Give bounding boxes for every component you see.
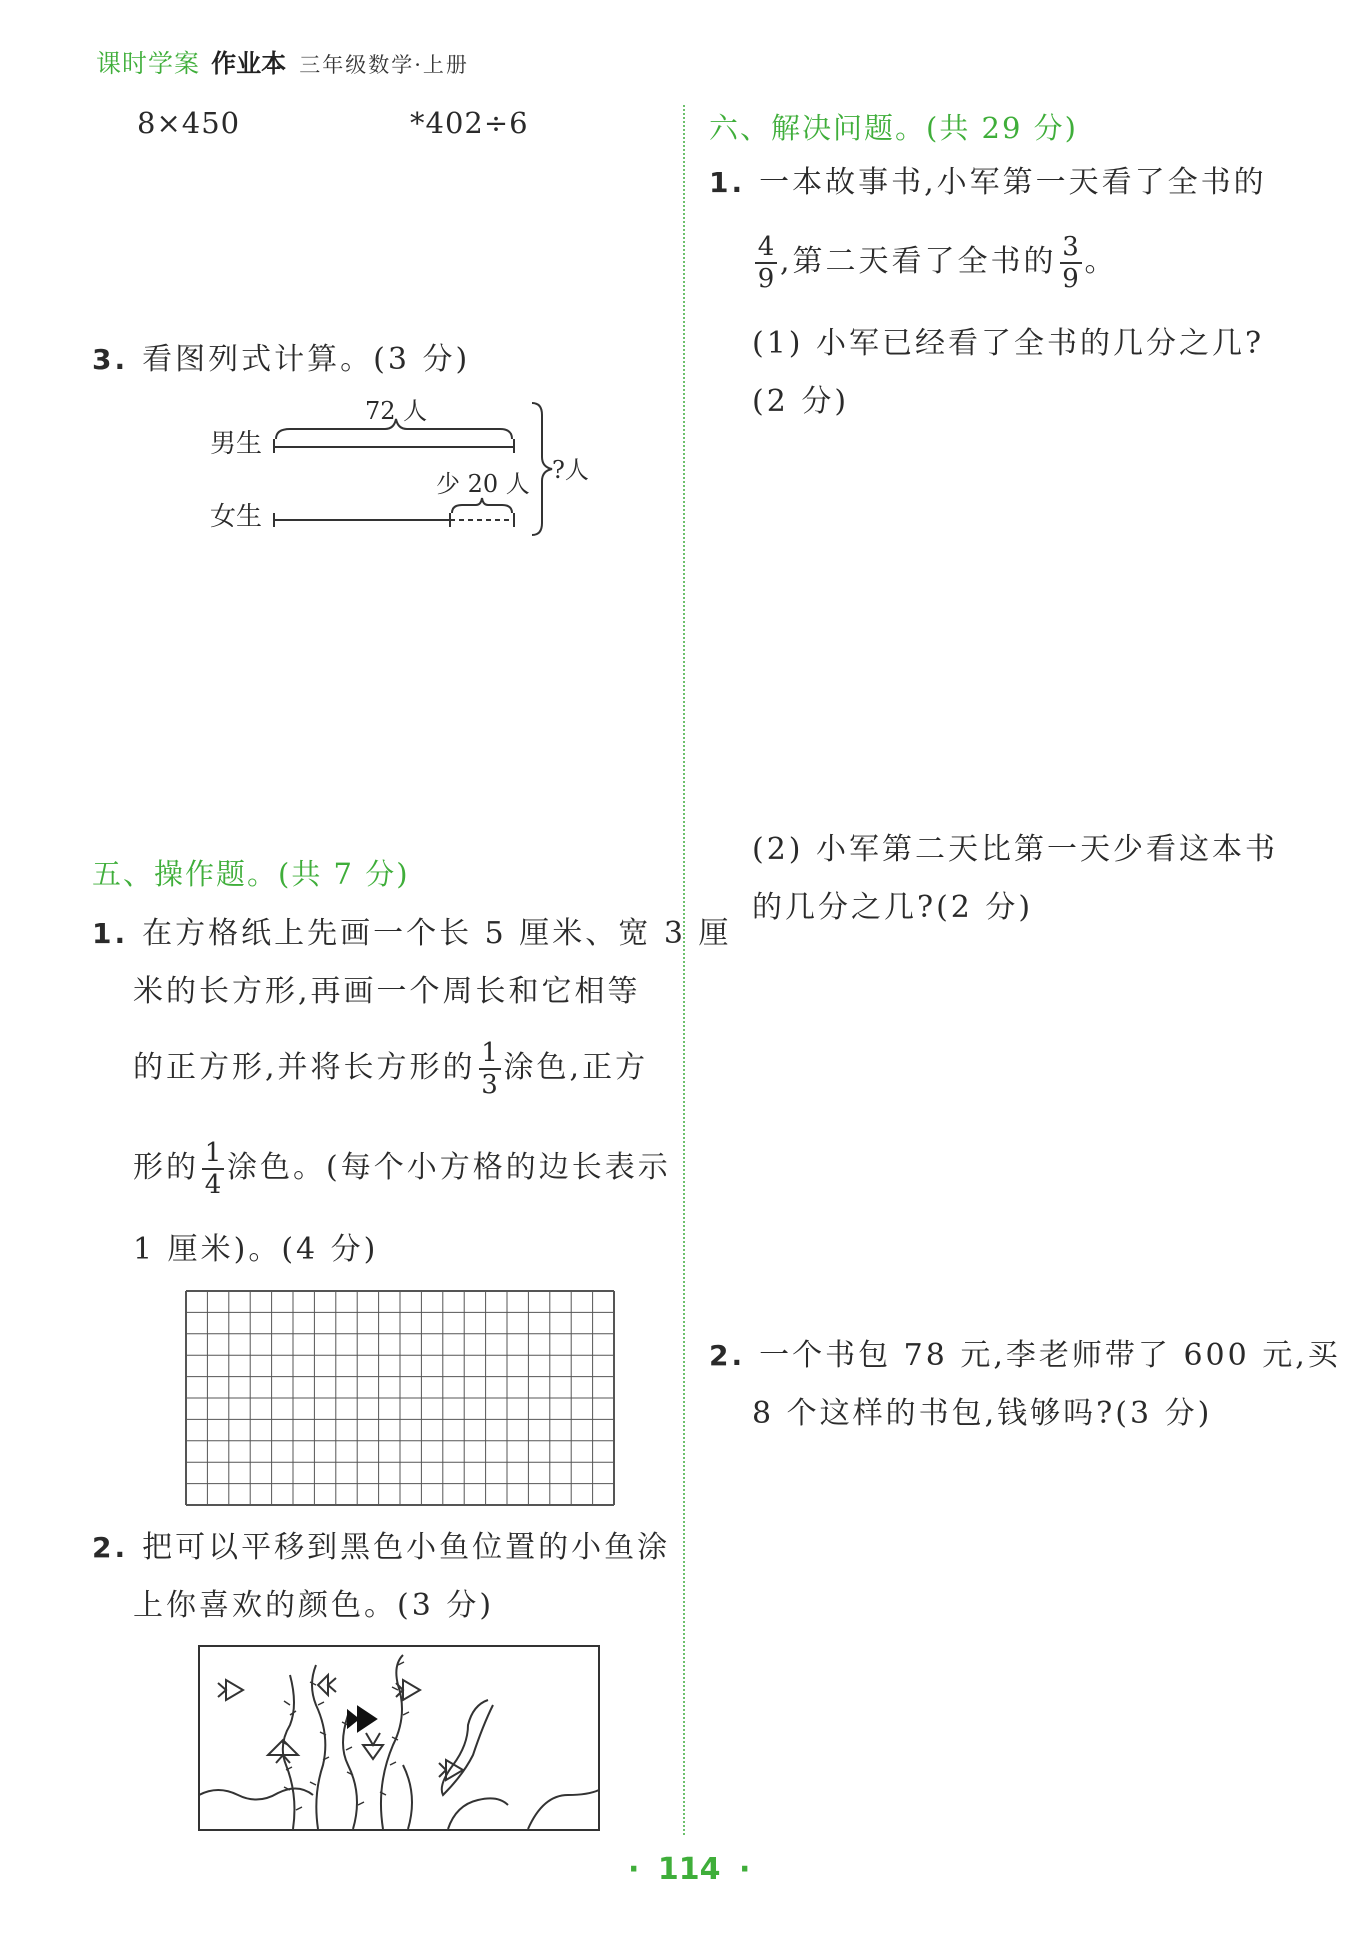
section-5-score: (共 7 分) <box>278 857 410 891</box>
difference-label: 少 20 人 <box>436 470 530 498</box>
fraction-four-ninths <box>755 232 777 294</box>
section-6-q2-line-2: 8 个这样的书包,钱够吗?(3 分) <box>752 1396 1213 1431</box>
q1-line-2b: 。 <box>1084 244 1118 279</box>
q2-line-1: 一个书包 78 元,李老师带了 600 元,买 <box>759 1338 1341 1373</box>
fraction-numerator: 1 <box>204 1138 222 1168</box>
section-6-score: (共 29 分) <box>926 111 1078 145</box>
fraction-one-quarter <box>202 1138 224 1200</box>
section-5-q1-line-4 <box>133 1138 671 1200</box>
q1-line-3b: 涂色,正方 <box>503 1050 649 1085</box>
total-brace <box>532 403 552 535</box>
boys-label: 男生 <box>210 429 263 459</box>
section-6-title <box>709 106 1078 147</box>
question-number: 2. <box>709 1339 746 1372</box>
calc-expression-2: *402÷6 <box>410 106 529 140</box>
page-header <box>96 44 469 80</box>
question-number: 1. <box>92 917 129 950</box>
q1-line-4a: 形的 <box>133 1150 199 1185</box>
section-6-q1-line-2 <box>752 232 1118 294</box>
page-number-value: 114 <box>657 1852 721 1887</box>
section-6-q2 <box>709 1336 1341 1376</box>
section-5-q1-line-2: 米的长方形,再画一个周长和它相等 <box>133 974 641 1009</box>
sub-question-1-score: (2 分) <box>752 384 850 419</box>
question-number: 1. <box>709 166 746 199</box>
boys-count: 72 人 <box>365 397 428 425</box>
difference-brace <box>452 498 512 513</box>
fraction-denominator: 4 <box>204 1170 222 1200</box>
fraction-numerator: 4 <box>757 232 775 262</box>
q2-line-1: 把可以平移到黑色小鱼位置的小鱼涂 <box>142 1530 671 1565</box>
q1-line-1: 一本故事书,小军第一天看了全书的 <box>759 165 1267 200</box>
section-6-heading: 六、解决问题。 <box>709 111 927 145</box>
fraction-denominator: 3 <box>481 1070 498 1100</box>
brand-name: 课时学案 <box>96 49 201 78</box>
page-dot-right: · <box>738 1852 751 1887</box>
line-segment-diagram <box>200 395 620 545</box>
total-label: ?人 <box>552 456 589 484</box>
grid-paper[interactable] <box>185 1290 615 1506</box>
fraction-denominator: 9 <box>757 264 775 294</box>
section-5-heading: 五、操作题。 <box>92 857 279 891</box>
sub-question-2-line-2: 的几分之几?(2 分) <box>752 890 1034 925</box>
calc-expression-1: 8×450 <box>137 106 241 140</box>
section-5-q2 <box>92 1528 670 1568</box>
girls-label: 女生 <box>210 502 263 532</box>
fraction-denominator: 9 <box>1062 264 1079 294</box>
page-number <box>628 1852 750 1887</box>
question-number: 2. <box>92 1531 129 1564</box>
fraction-numerator: 1 <box>481 1038 498 1068</box>
section-5-q1-line-5: 1 厘米)。(4 分) <box>133 1232 379 1267</box>
question-3 <box>92 340 470 380</box>
q1-line-2a: ,第二天看了全书的 <box>780 244 1057 279</box>
section-6-q1 <box>709 163 1267 203</box>
section-5-title <box>92 852 410 893</box>
q1-line-1: 在方格纸上先画一个长 5 厘米、宽 3 厘 <box>142 916 732 951</box>
book-subtitle: 三年级数学·上册 <box>299 53 469 77</box>
section-5-q1-line-3 <box>133 1038 648 1100</box>
q1-line-4b: 涂色。(每个小方格的边长表示 <box>227 1150 671 1185</box>
question-number: 3. <box>92 343 129 376</box>
q1-line-3a: 的正方形,并将长方形的 <box>133 1050 476 1085</box>
column-divider <box>683 105 685 1835</box>
sub-question-2: (2) 小军第二天比第一天少看这本书 <box>752 832 1279 867</box>
book-type: 作业本 <box>211 49 287 78</box>
fraction-numerator: 3 <box>1062 232 1079 262</box>
question-3-text: 看图列式计算。(3 分) <box>142 342 471 377</box>
fraction-three-ninths <box>1060 232 1082 294</box>
sub-question-1: (1) 小军已经看了全书的几分之几? <box>752 326 1265 361</box>
section-5-q2-line-2: 上你喜欢的颜色。(3 分) <box>133 1588 495 1623</box>
fraction-one-third <box>479 1038 501 1100</box>
picture-frame <box>199 1646 599 1830</box>
page-dot-left: · <box>628 1852 640 1887</box>
section-5-q1 <box>92 914 731 954</box>
fish-picture[interactable] <box>198 1645 600 1831</box>
